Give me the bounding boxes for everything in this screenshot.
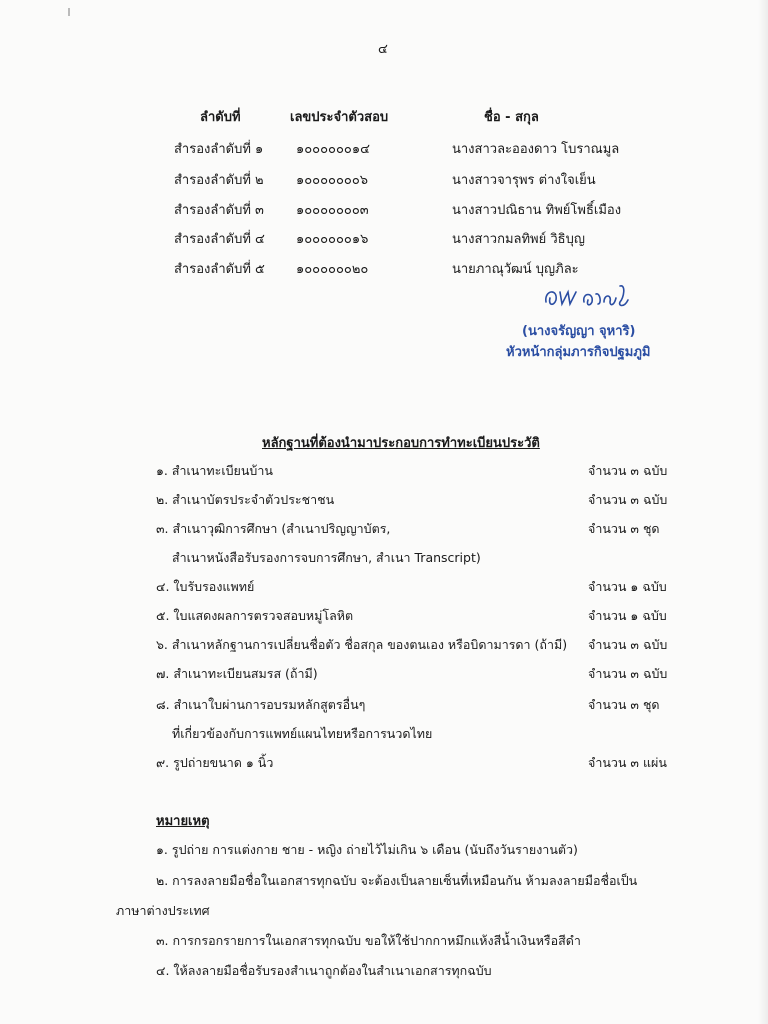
- row-1-name: นางสาวละอองดาว โบราณมูล: [452, 142, 620, 157]
- row-2-exam-id: ๑๐๐๐๐๐๐๐๖: [296, 173, 369, 188]
- row-3-name: นางสาวปณิธาน ทิพย์โพธิ์เมือง: [452, 203, 622, 218]
- doc-item-9-qty: จำนวน ๓ แผ่น: [588, 755, 667, 770]
- signature-scribble: [540, 280, 640, 314]
- page-edge-shadow: [758, 0, 768, 1024]
- corner-mark: [68, 8, 70, 16]
- note-3: ๓. การกรอกรายการในเอกสารทุกฉบับ ขอให้ใช้ปากกาหมึกแห้งสีน้ำเงินหรือสีดำ: [156, 933, 581, 948]
- doc-item-7-qty: จำนวน ๓ ฉบับ: [588, 666, 668, 681]
- doc-item-4: ๔. ใบรับรองแพทย์: [156, 579, 255, 594]
- doc-item-9: ๙. รูปถ่ายขนาด ๑ นิ้ว: [156, 755, 274, 770]
- doc-item-2: ๒. สำเนาบัตรประจำตัวประชาชน: [156, 492, 335, 507]
- row-2-name: นางสาวจารุพร ต่างใจเย็น: [452, 173, 596, 188]
- notes-heading: หมายเหตุ: [156, 814, 210, 829]
- signer-name: (นางจรัญญา จุหาริ): [522, 324, 636, 339]
- row-3-order: สำรองลำดับที่ ๓: [174, 203, 264, 218]
- header-exam-id: เลขประจำตัวสอบ: [290, 110, 389, 125]
- row-1-exam-id: ๑๐๐๐๐๐๐๑๔: [296, 142, 370, 157]
- row-5-exam-id: ๑๐๐๐๐๐๐๒๐: [296, 262, 369, 277]
- row-4-exam-id: ๑๐๐๐๐๐๐๑๖: [296, 232, 369, 247]
- doc-item-5: ๕. ใบแสดงผลการตรวจสอบหมู่โลหิต: [156, 608, 354, 623]
- doc-item-1-qty: จำนวน ๓ ฉบับ: [588, 463, 668, 478]
- doc-item-3: ๓. สำเนาวุฒิการศึกษา (สำเนาปริญญาบัตร,: [156, 521, 391, 536]
- row-5-name: นายภาณุวัฒน์ บุญภิละ: [452, 262, 579, 277]
- doc-item-3-line2: สำเนาหนังสือรับรองการจบการศึกษา, สำเนา Transcript): [172, 550, 481, 565]
- row-2-order: สำรองลำดับที่ ๒: [174, 173, 264, 188]
- row-3-exam-id: ๑๐๐๐๐๐๐๐๓: [296, 203, 369, 218]
- signer-title: หัวหน้ากลุ่มภารกิจปฐมภูมิ: [506, 345, 651, 360]
- header-name: ชื่อ - สกุล: [484, 110, 539, 125]
- doc-item-6: ๖. สำเนาหลักฐานการเปลี่ยนชื่อตัว ชื่อสกุล ของตนเอง หรือบิดามารดา (ถ้ามี): [156, 637, 568, 652]
- row-4-name: นางสาวกมลทิพย์ วิธิบุญ: [452, 232, 585, 247]
- row-1-order: สำรองลำดับที่ ๑: [174, 142, 264, 157]
- doc-item-8-qty: จำนวน ๓ ชุด: [588, 697, 660, 712]
- doc-item-8-line2: ที่เกี่ยวข้องกับการแพทย์แผนไทยหรือการนวดไทย: [172, 726, 433, 741]
- doc-item-6-qty: จำนวน ๓ ฉบับ: [588, 637, 668, 652]
- page-number: ๔: [378, 42, 388, 57]
- note-4: ๔. ให้ลงลายมือชื่อรับรองสำเนาถูกต้องในสำเนาเอกสารทุกฉบับ: [156, 963, 492, 978]
- row-5-order: สำรองลำดับที่ ๕: [174, 262, 265, 277]
- doc-item-4-qty: จำนวน ๑ ฉบับ: [588, 579, 667, 594]
- note-1: ๑. รูปถ่าย การแต่งกาย ชาย - หญิง ถ่ายไว้ไม่เกิน ๖ เดือน (นับถึงวันรายงานตัว): [156, 842, 578, 857]
- doc-item-2-qty: จำนวน ๓ ฉบับ: [588, 492, 668, 507]
- doc-item-8: ๘. สำเนาใบผ่านการอบรมหลักสูตรอื่นๆ: [156, 697, 366, 712]
- header-order: ลำดับที่: [200, 110, 241, 125]
- row-4-order: สำรองลำดับที่ ๔: [174, 232, 265, 247]
- doc-item-1: ๑. สำเนาทะเบียนบ้าน: [156, 463, 273, 478]
- doc-item-5-qty: จำนวน ๑ ฉบับ: [588, 608, 667, 623]
- documents-heading: หลักฐานที่ต้องนำมาประกอบการทำทะเบียนประวัติ: [262, 436, 540, 451]
- doc-item-7: ๗. สำเนาทะเบียนสมรส (ถ้ามี): [156, 666, 318, 681]
- note-2-continued: ภาษาต่างประเทศ: [116, 903, 210, 918]
- note-2: ๒. การลงลายมือชื่อในเอกสารทุกฉบับ จะต้องเป็นลายเซ็นที่เหมือนกัน ห้ามลงลายมือชื่อเป็น: [156, 873, 638, 888]
- doc-item-3-qty: จำนวน ๓ ชุด: [588, 521, 660, 536]
